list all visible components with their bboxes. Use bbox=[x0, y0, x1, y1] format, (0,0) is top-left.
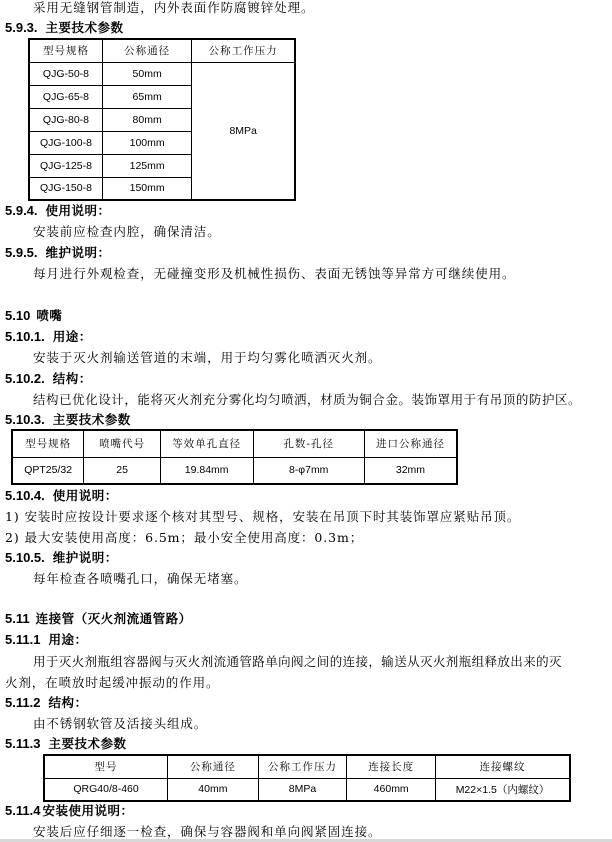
heading-title: 用途： bbox=[52, 329, 92, 344]
table-cell: 19.84mm bbox=[160, 457, 253, 484]
table-cell-diameter: 50mm bbox=[102, 62, 191, 85]
table-cell: 8-φ7mm bbox=[253, 457, 364, 484]
table-cell: 8MPa bbox=[258, 778, 347, 801]
paragraph-installation: 安装后应仔细逐一检查，确保与容器阀和单向阀紧固连接。 bbox=[33, 824, 382, 839]
heading-number: 5.11.3 bbox=[5, 736, 41, 751]
spec-table-connector bbox=[43, 754, 571, 802]
heading-number: 5.10.5. bbox=[5, 550, 45, 565]
paragraph-purpose: 安装于灭火剂输送管道的末端，用于均匀雾化喷洒灭火剂。 bbox=[33, 350, 382, 365]
paragraph-purpose-line2: 火剂，在喷放时起缓冲振动的作用。 bbox=[5, 675, 220, 690]
heading-title: 维护说明： bbox=[45, 245, 111, 260]
heading-5-9-4 bbox=[5, 203, 111, 219]
table-header: 公称工作压力 bbox=[192, 39, 295, 62]
heading-number: 5.11.2 bbox=[5, 695, 41, 710]
table-cell-diameter: 100mm bbox=[102, 131, 191, 154]
heading-5-11-1 bbox=[5, 632, 87, 648]
heading-title: 喷嘴 bbox=[36, 308, 63, 323]
heading-number: 5.11.4 bbox=[5, 803, 41, 818]
heading-5-11-4 bbox=[5, 803, 133, 819]
heading-title: 连接管（灭火剂流通管路） bbox=[35, 611, 192, 626]
heading-5-10-2 bbox=[5, 371, 92, 387]
table-header: 公称工作压力 bbox=[258, 755, 347, 778]
table-header: 型号规格 bbox=[29, 39, 102, 62]
table-cell-diameter: 125mm bbox=[102, 154, 191, 177]
paragraph-maintenance: 每年检查各喷嘴孔口，确保无堵塞。 bbox=[33, 571, 248, 586]
table-header: 公称通径 bbox=[102, 39, 191, 62]
heading-title: 使用说明： bbox=[52, 488, 118, 503]
spec-table-nozzle bbox=[11, 429, 458, 485]
heading-5-9-5 bbox=[5, 245, 111, 261]
heading-number: 5.10.3. bbox=[5, 412, 45, 427]
table-cell: 40mm bbox=[168, 778, 259, 801]
heading-number: 5.9.4. bbox=[5, 203, 38, 218]
heading-title: 安装使用说明： bbox=[42, 803, 134, 818]
table-cell-diameter: 65mm bbox=[102, 85, 191, 108]
table-header: 连接螺纹 bbox=[436, 755, 570, 778]
paragraph-usage: 安装前应检查内腔，确保清洁。 bbox=[33, 224, 221, 239]
heading-title: 使用说明： bbox=[45, 203, 111, 218]
heading-number: 5.10 bbox=[5, 308, 31, 323]
heading-title: 结构： bbox=[48, 695, 88, 710]
paragraph-structure: 结构已优化设计，能将灭火剂充分雾化均匀喷洒，材质为铜合金。装饰罩用于有吊顶的防护区。 bbox=[33, 392, 582, 407]
table-cell-model: QJG-65-8 bbox=[29, 85, 102, 108]
heading-number: 5.11.1 bbox=[5, 632, 41, 647]
heading-number: 5.9.3. bbox=[5, 20, 38, 35]
heading-title: 用途： bbox=[48, 632, 88, 647]
table-cell-model: QJG-150-8 bbox=[29, 177, 102, 200]
heading-number: 5.9.5. bbox=[5, 245, 38, 260]
table-header: 公称通径 bbox=[168, 755, 259, 778]
paragraph-structure: 由不锈钢软管及活接头组成。 bbox=[33, 716, 208, 731]
heading-number: 5.11 bbox=[5, 611, 30, 626]
table-cell: 25 bbox=[84, 457, 161, 484]
heading-number: 5.10.4. bbox=[5, 488, 45, 503]
heading-5-10-1 bbox=[5, 329, 92, 345]
spec-table-pipe bbox=[28, 38, 296, 201]
heading-title: 主要技术参数 bbox=[48, 736, 127, 751]
table-header: 进口公称通径 bbox=[364, 430, 457, 457]
table-header: 型号 bbox=[44, 755, 168, 778]
heading-title: 主要技术参数 bbox=[45, 20, 124, 35]
heading-number: 5.10.1. bbox=[5, 329, 45, 344]
paragraph-maintenance: 每月进行外观检查，无碰撞变形及机械性损伤、表面无锈蚀等异常方可继续使用。 bbox=[33, 266, 516, 281]
heading-title: 主要技术参数 bbox=[52, 412, 131, 427]
table-header: 型号规格 bbox=[12, 430, 84, 457]
paragraph-material: 采用无缝钢管制造，内外表面作防腐镀锌处理。 bbox=[33, 0, 315, 15]
table-header: 孔数-孔径 bbox=[253, 430, 364, 457]
table-cell: 32mm bbox=[364, 457, 457, 484]
heading-title: 结构： bbox=[52, 371, 92, 386]
heading-5-10-3 bbox=[5, 412, 131, 428]
section-heading-5-11 bbox=[5, 611, 192, 627]
table-cell-model: QJG-100-8 bbox=[29, 131, 102, 154]
table-cell: QRG40/8-460 bbox=[44, 778, 168, 801]
table-cell: QPT25/32 bbox=[12, 457, 84, 484]
heading-number: 5.10.2. bbox=[5, 371, 45, 386]
table-cell: M22×1.5（内螺纹） bbox=[436, 778, 570, 801]
heading-5-11-3 bbox=[5, 736, 126, 752]
table-cell-model: QJG-50-8 bbox=[29, 62, 102, 85]
table-cell: 460mm bbox=[347, 778, 436, 801]
paragraph-purpose-line1: 用于灭火剂瓶组容器阀与灭火剂流通管路单向阀之间的连接，输送从灭火剂瓶组释放出来的灭 bbox=[33, 654, 562, 669]
list-item-1: 1) 安装时应按设计要求逐个核对其型号、规格，安装在吊顶下时其装饰罩应紧贴吊顶。 bbox=[5, 509, 521, 524]
table-cell-model: QJG-80-8 bbox=[29, 108, 102, 131]
section-heading-5-10 bbox=[5, 308, 62, 324]
table-cell-model: QJG-125-8 bbox=[29, 154, 102, 177]
heading-5-9-3 bbox=[5, 20, 124, 36]
heading-5-10-5 bbox=[5, 550, 118, 566]
table-cell-diameter: 150mm bbox=[102, 177, 191, 200]
table-header: 等效单孔直径 bbox=[160, 430, 253, 457]
heading-5-11-2 bbox=[5, 695, 87, 711]
list-item-2: 2) 最大安装使用高度：6.5m；最小安全使用高度：0.3m； bbox=[5, 530, 364, 545]
table-cell-pressure: 8MPa bbox=[192, 62, 295, 200]
table-header: 连接长度 bbox=[347, 755, 436, 778]
heading-5-10-4 bbox=[5, 488, 118, 504]
table-header: 喷嘴代号 bbox=[84, 430, 161, 457]
heading-title: 维护说明： bbox=[52, 550, 118, 565]
table-cell-diameter: 80mm bbox=[102, 108, 191, 131]
